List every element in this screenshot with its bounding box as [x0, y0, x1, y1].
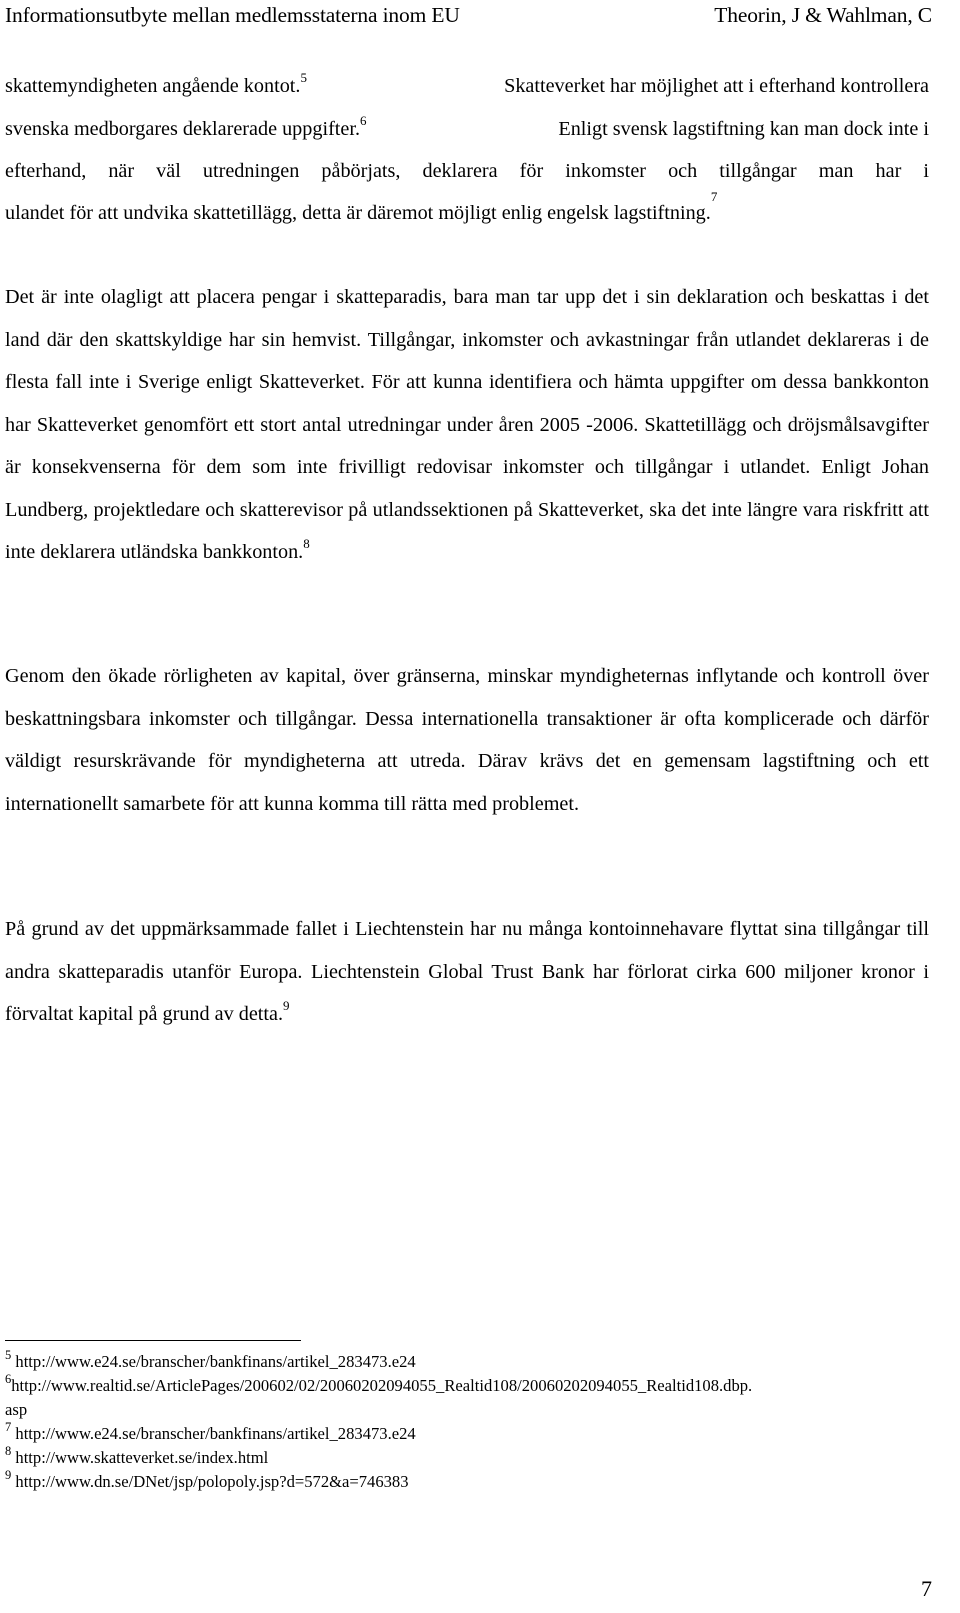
footnote-6: $^6$http://www.realtid.se/ArticlePages/200602/02/20060202094055_Realtid108/20060202094055_Realtid108.dbp.	[5, 1372, 753, 1395]
footnote-ref-5: 5	[300, 70, 307, 86]
header-title: Informationsutbyte mellan medlemsstaterna inom EU	[5, 3, 460, 27]
footnote-separator	[5, 1340, 301, 1341]
footnote-ref-6: 6	[360, 113, 367, 129]
footnote-9: $^9$ http://www.dn.se/DNet/jsp/polopoly.jsp?d=572&a=746383	[5, 1468, 409, 1491]
paragraph-1-line-1: skattemyndigheten angående kontot.$^5$ Skatteverket har möjlighet att i efterhand kontrollera	[5, 70, 929, 97]
footnote-7: $^7$ http://www.e24.se/branscher/bankfinans/artikel_283473.e24	[5, 1420, 416, 1443]
footnotes	[5, 1350, 935, 1494]
footnote-5: $^5$ http://www.e24.se/branscher/bankfinans/artikel_283473.e24	[5, 1348, 416, 1371]
footnote-ref-9: 9	[283, 998, 290, 1014]
paragraph-1-line-3: efterhand, när väl utredningen påbörjats, deklarera för inkomster och tillgångar man har i	[5, 160, 929, 182]
paragraph-2: Det är inte olagligt att placera pengar i skatteparadis, bara man tar upp det i sin deklaration och beskattas i det land där den skattskyldige har sin hemvist. Tillgångar, inkomster och avkastningar från utlandet deklareras i de flesta fall inte i Sverige enligt Skatteverket. För att kunna identifiera och hämta uppgifter om dessa bankkonton har Skatteverket genomfört ett stort antal utredningar under åren 2005 -2006. Skattetillägg och dröjsmålsavgifter är konsekvenserna för dem som inte frivilligt redovisar inkomster och tillgångar i utlandet. Enligt Johan Lundberg, projektledare och skatterevisor på utlandssektionen på Skatteverket, ska det inte längre vara riskfritt att inte deklarera utländska bankkonton.$^8$	[5, 286, 929, 563]
paragraph-1-line-2: svenska medborgares deklarerade uppgifter.$^6$ Enligt svensk lagstiftning kan man dock inte i	[5, 113, 929, 140]
header-authors: Theorin, J & Wahlman, C	[714, 3, 932, 27]
paragraph-1-line-4: ulandet för att undvika skattetillägg, detta är däremot möjligt enlig engelsk lagstiftning. $^7$	[5, 189, 718, 224]
footnote-6-continued: asp	[5, 1400, 28, 1419]
footnote-ref-8: 8	[303, 536, 310, 552]
footnote-ref-7: 7	[710, 189, 718, 204]
running-header	[5, 2, 932, 28]
footnote-8: $^8$ http://www.skatteverket.se/index.html	[5, 1444, 269, 1467]
paragraph-4: På grund av det uppmärksammade fallet i Liechtenstein har nu många kontoinnehavare flyttat sina tillgångar till andra skatteparadis utanför Europa. Liechtenstein Global Trust Bank har förlorat cirka 600 miljoner kronor i förvaltat kapital på grund av detta.$^9$	[5, 918, 929, 1025]
paragraph-3: Genom den ökade rörligheten av kapital, över gränserna, minskar myndigheternas inflytande och kontroll över beskattningsbara inkomster och tillgångar. Dessa internationella transaktioner är ofta komplicerade och därför väldigt resurskrävande för myndigheterna att utreda. Därav krävs det en gemensam lagstiftning och ett internationellt samarbete för att kunna komma till rätta med problemet.	[5, 665, 929, 815]
page-number: 7	[921, 1576, 932, 1601]
